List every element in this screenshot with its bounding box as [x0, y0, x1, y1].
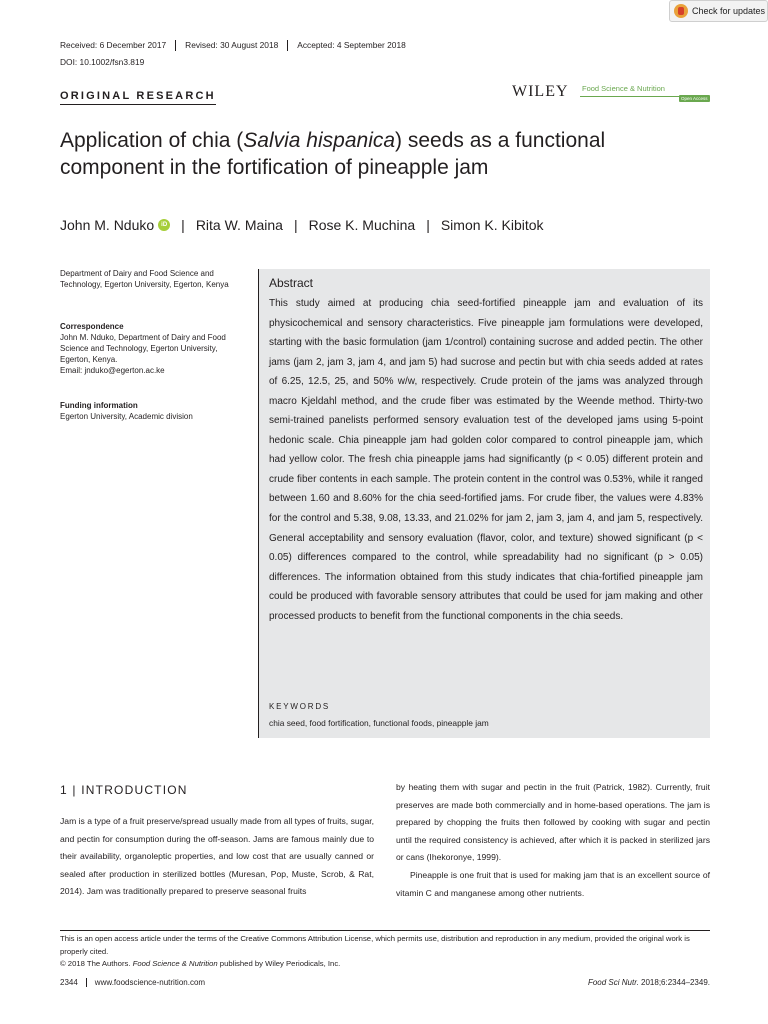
license-text: This is an open access article under the terms of the Creative Commons Attribution License, which permits use, distribution and reproduction in any medium, provided the original work is properly cited.	[60, 934, 690, 956]
publisher-logo: WILEY	[512, 83, 569, 100]
journal-website[interactable]: www.foodscience-nutrition.com	[94, 978, 206, 987]
copyright-publisher: published by Wiley Periodicals, Inc.	[217, 959, 341, 968]
title-species: Salvia hispanica	[243, 129, 396, 152]
received-date: Received: 6 December 2017	[60, 40, 176, 51]
keywords-title: KEYWORDS	[269, 702, 331, 711]
section-label: ORIGINAL RESEARCH	[60, 90, 216, 105]
check-for-updates-button[interactable]	[669, 0, 768, 22]
journal-name: Food Science & Nutrition	[582, 84, 665, 93]
affiliation: Department of Dairy and Food Science and Technology, Egerton University, Egerton, Kenya	[60, 269, 229, 289]
page-footer	[60, 978, 205, 987]
article-dates	[60, 40, 415, 51]
doi[interactable]: DOI: 10.1002/fsn3.819	[60, 57, 145, 67]
abstract-rule	[258, 269, 259, 738]
citation	[588, 978, 710, 987]
open-access-badge: Open Access	[681, 96, 708, 101]
license-note	[60, 933, 710, 971]
copyright-journal: Food Science & Nutrition	[132, 959, 218, 968]
paragraph: by heating them with sugar and pectin in the fruit (Patrick, 1982). Currently, fruit preserves are made both commercially and in home-based operations. The jam is prepared by chopping the fruits then followed by cooking with sugar and pectin until the required consistency is achieved, after which it is packed in sterilized jars or cans (Ihekoronye, 1999).	[396, 782, 710, 863]
author-list	[60, 217, 544, 233]
update-icon	[674, 4, 688, 18]
copyright-line	[60, 958, 710, 971]
article-title	[60, 127, 700, 181]
revised-date: Revised: 30 August 2018	[176, 40, 288, 51]
introduction-heading: 1 | INTRODUCTION	[60, 783, 188, 797]
author[interactable]: Simon K. Kibitok	[440, 217, 544, 233]
title-text-end: ) seeds as a functional component in the fortification of pineapple jam	[60, 129, 606, 179]
funding-title: Funding information	[60, 401, 138, 410]
author[interactable]: Rose K. Muchina	[308, 217, 416, 233]
title-text-start: Application of chia (	[60, 129, 244, 152]
correspondence-title: Correspondence	[60, 322, 124, 331]
orcid-icon[interactable]: iD	[158, 219, 170, 231]
abstract-title: Abstract	[269, 276, 314, 290]
abstract-body: This study aimed at producing chia seed-fortified pineapple jam and evaluation of its physicochemical and sensory characteristics. Five pineapple jam formulations were developed, starting with the basic formulation (jam 1/control) containing sucrose and added pectin. The other jams (jam 2, jam 3, jam 4, and jam 5) had sucrose and pectin but with chia seeds added at rates of 6.25, 12.5, 25, and 50% w/w, respectively. Crude protein of the jams was analyzed through macro Kjeldahl method, and the crude fiber was estimated by the Weende method. Thirty-two semi-trained panelists performed sensory evaluation test of the developed jams using 5-point hedonic scale. Chia pineapple jam had golden color compared to control pineapple jam, which had yellow color. The fresh chia pineapple jams had significantly (p < 0.05) different protein and crude fiber contents in each sample. The protein content in the control was 0.53%, while it ranged between 1.60 and 8.60% for the chia seed-fortified jams. For crude fiber, the values were 4.83% for the control and 5.38, 9.08, 13.33, and 21.02% for jam 2, jam 3, jam 4, and jam 5, respectively. General acceptability and sensory evaluation (flavor, color, and texture) showed significant (p < 0.05) differences compared to the control, while spreadability had no significant (p > 0.05) differences. The information obtained from this study indicates that chia-fortified pineapple jam could be produced with favorable sensory attributes that could be used for jam making and other processed products to benefit from the functional components in the chia seeds.	[269, 298, 703, 622]
funding-information	[60, 400, 245, 422]
check-for-updates-label: Check for updates	[692, 6, 766, 16]
author[interactable]: Rita W. Maina	[195, 217, 283, 233]
introduction-column-right	[396, 779, 710, 902]
citation-journal: Food Sci Nutr.	[587, 978, 639, 987]
author-separator: |	[181, 217, 185, 233]
author-separator: |	[426, 217, 430, 233]
keywords-list: chia seed, food fortification, functional foods, pineapple jam	[269, 718, 489, 728]
introduction-column-left: Jam is a type of a fruit preserve/spread usually made from all types of fruits, sugar, and pectin for consumption during the off-season. Jams are famous mainly due to their availability, organoleptic properties, and low cost that are usually canned or sealed after production in sterilized bottles (Muresan, Pop, Muste, Scrob, & Rat, 2014). Jam was traditionally prepared to preserve seasonal fruits	[60, 816, 374, 897]
accepted-date: Accepted: 4 September 2018	[297, 40, 406, 50]
page-number: 2344	[60, 978, 87, 987]
author-separator: |	[293, 217, 298, 233]
correspondence	[60, 321, 245, 376]
footer-divider	[60, 930, 710, 931]
funding-body: Egerton University, Academic division	[60, 412, 193, 421]
copyright-text: © 2018 The Authors.	[60, 959, 133, 968]
correspondence-email[interactable]: Email: jnduko@egerton.ac.ke	[60, 366, 165, 375]
citation-volume: 2018;6:2344–2349.	[638, 978, 710, 987]
author[interactable]: John M. Nduko	[60, 217, 155, 233]
paragraph: Pineapple is one fruit that is used for making jam that is an excellent source of vitamin C and manganese among other nutrients.	[396, 869, 710, 898]
correspondence-body: John M. Nduko, Department of Dairy and Food Science and Technology, Egerton University, Egerton, Kenya.	[60, 333, 226, 364]
